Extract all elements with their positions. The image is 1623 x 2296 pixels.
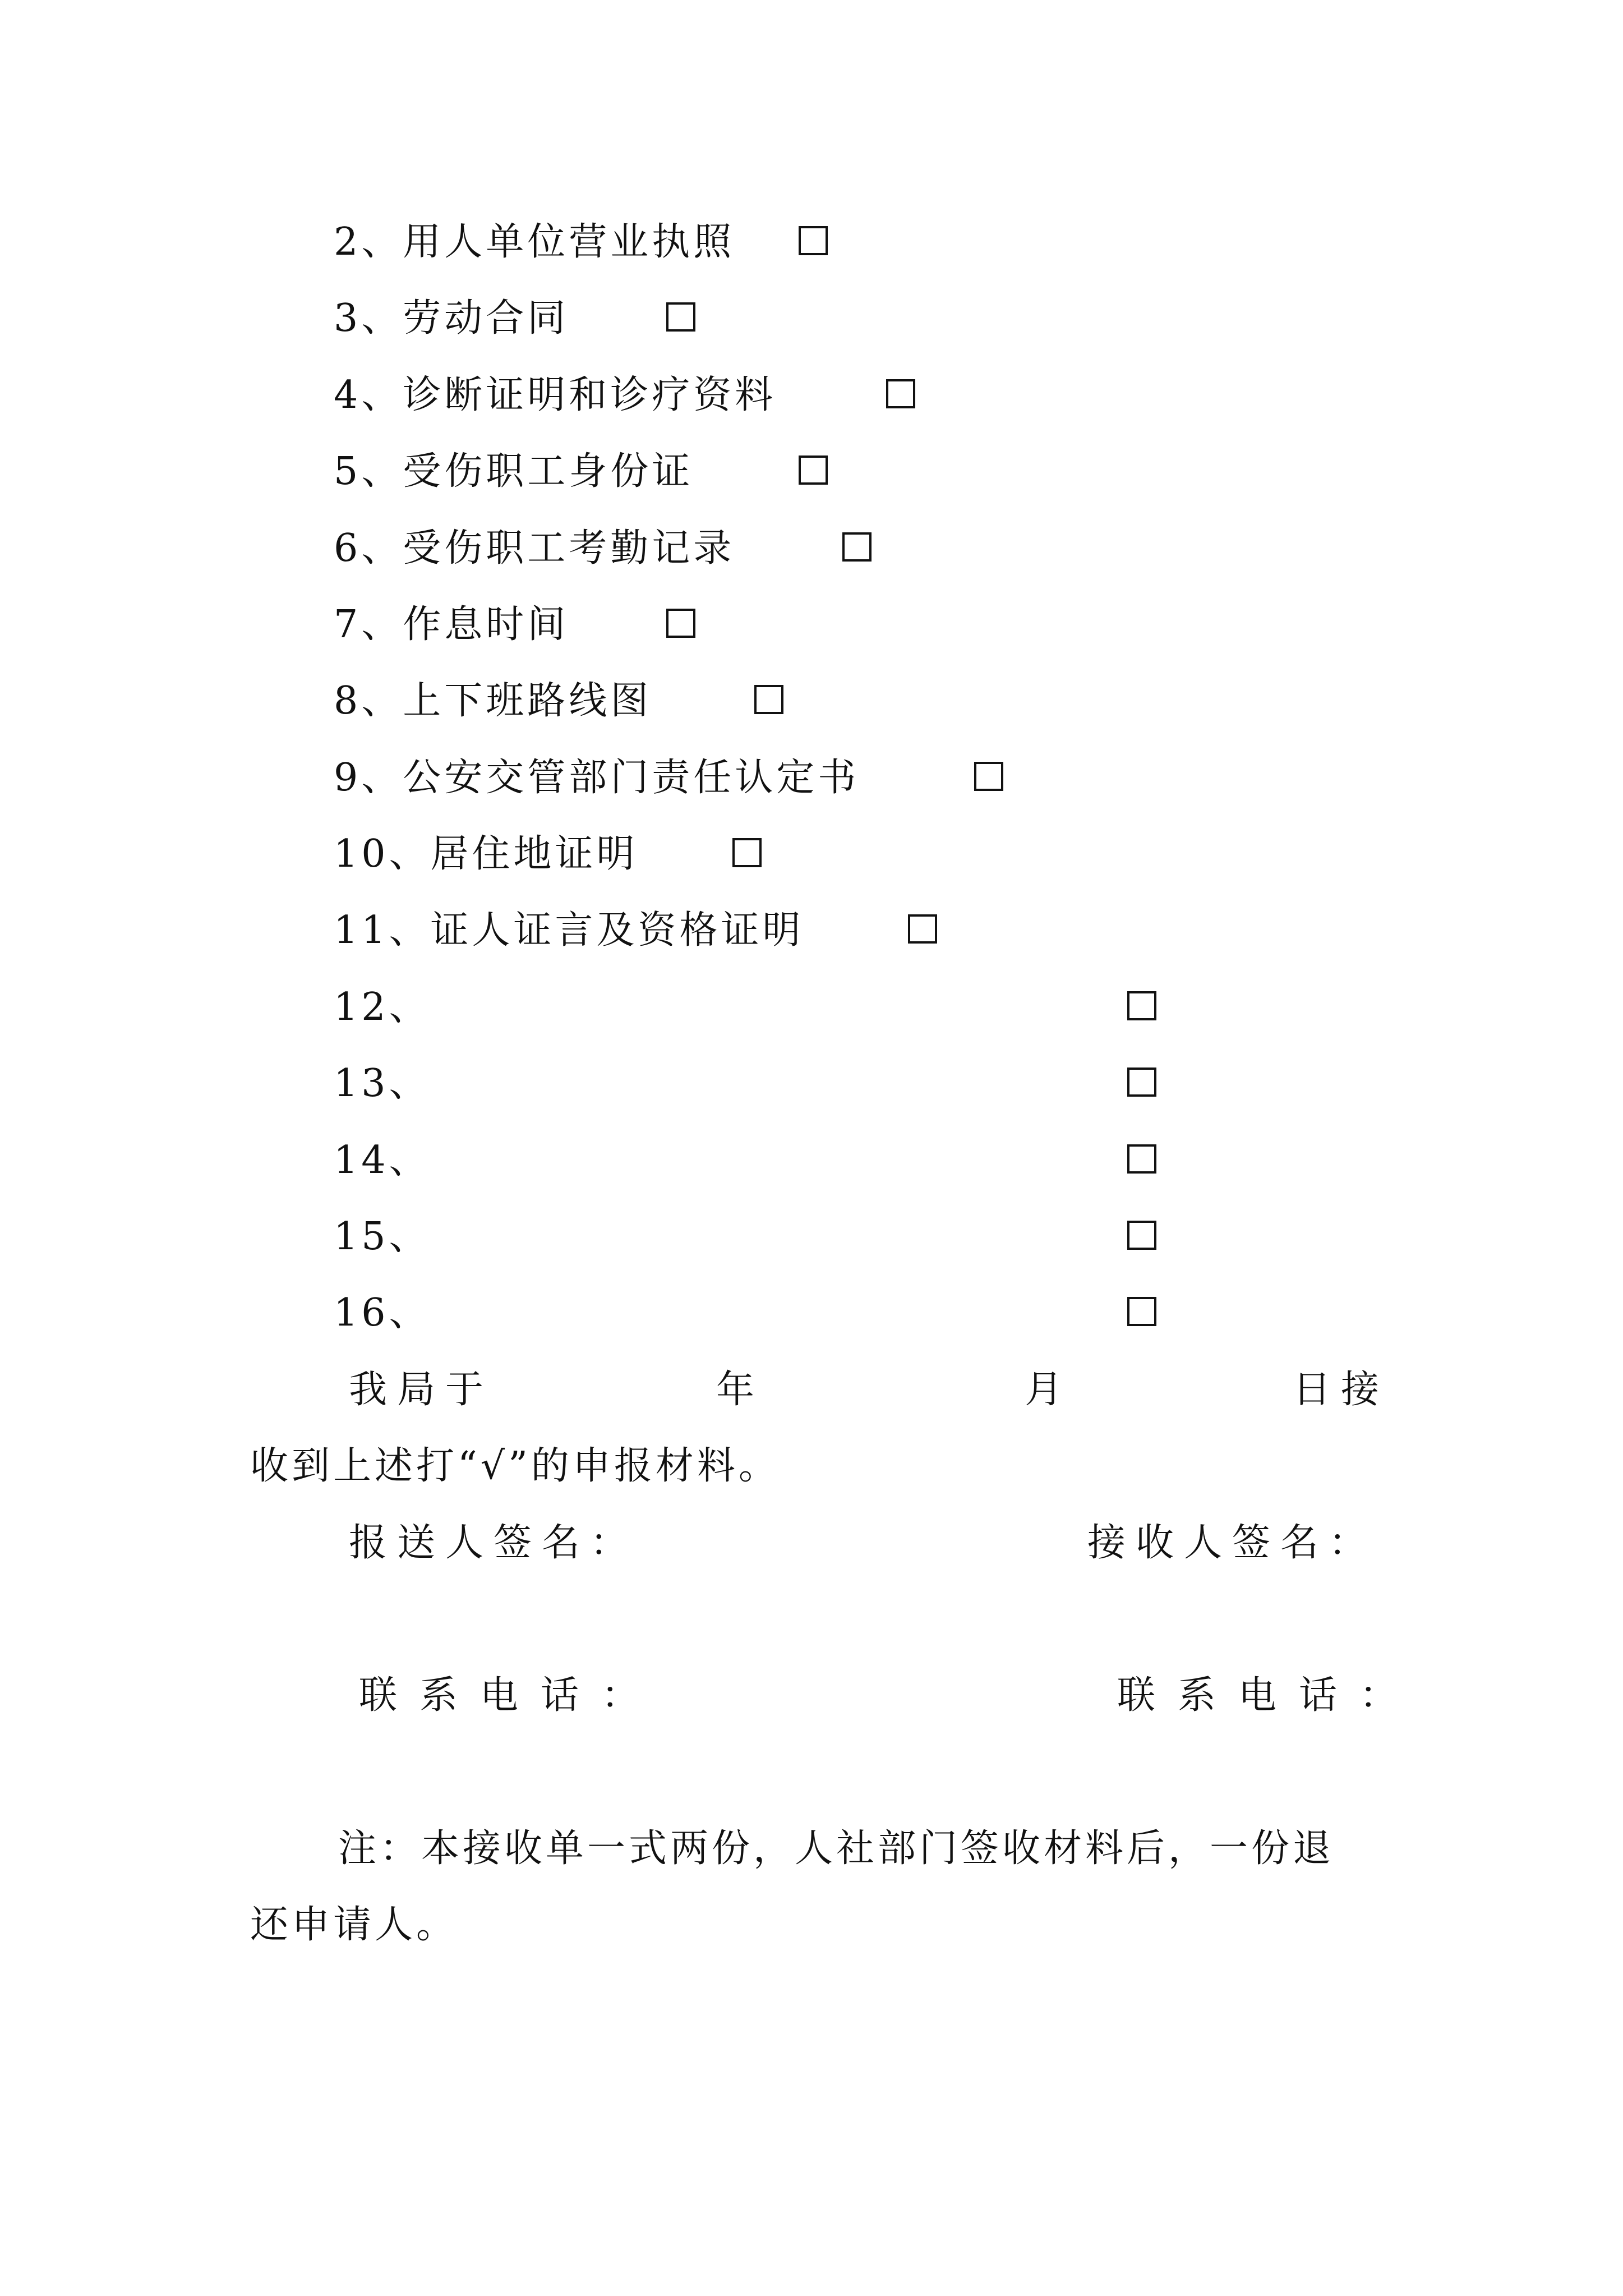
item-checkbox-3[interactable] [666, 302, 695, 332]
receipt-line2: 收到上述打“√”的申报材料。 [250, 1444, 780, 1488]
sender-phone-label: 联系电话： [359, 1673, 662, 1718]
item-checkbox-14[interactable] [1127, 1144, 1156, 1174]
item-checkbox-9[interactable] [974, 762, 1003, 791]
item-checkbox-6[interactable] [842, 532, 872, 562]
item-label-8: 8、上下班路线图 [334, 679, 652, 723]
receiver-phone-label: 联系电话： [1117, 1673, 1421, 1718]
note-line1: 注：本接收单一式两份，人社部门签收材料后，一份退 [338, 1826, 1335, 1871]
item-label-2: 2、用人单位营业执照 [334, 220, 735, 264]
receipt-month: 月 [1025, 1368, 1067, 1412]
item-label-12: 12、 [334, 985, 431, 1029]
item-checkbox-15[interactable] [1127, 1221, 1156, 1250]
sender-signature-label: 报送人签名： [349, 1521, 639, 1565]
item-label-6: 6、受伤职工考勤记录 [334, 526, 735, 570]
item-checkbox-12[interactable] [1127, 991, 1156, 1020]
item-label-5: 5、受伤职工身份证 [334, 449, 694, 494]
item-checkbox-5[interactable] [799, 455, 828, 485]
item-label-13: 13、 [334, 1061, 431, 1106]
item-label-15: 15、 [334, 1214, 431, 1259]
item-checkbox-13[interactable] [1127, 1068, 1156, 1097]
receipt-day: 日接 [1293, 1368, 1390, 1412]
item-label-16: 16、 [334, 1291, 431, 1335]
item-checkbox-2[interactable] [799, 226, 828, 255]
item-label-14: 14、 [334, 1138, 431, 1182]
item-checkbox-8[interactable] [754, 685, 783, 714]
receipt-prefix: 我局于 [349, 1368, 494, 1412]
item-checkbox-7[interactable] [666, 609, 695, 638]
receipt-year: 年 [716, 1368, 758, 1412]
note-line2: 还申请人。 [250, 1903, 458, 1947]
receiver-signature-label: 接收人签名： [1087, 1521, 1377, 1565]
item-label-11: 11、证人证言及资格证明 [334, 908, 804, 953]
item-label-3: 3、劳动合同 [334, 296, 569, 341]
item-label-9: 9、公安交管部门责任认定书 [334, 756, 860, 800]
item-checkbox-10[interactable] [732, 838, 762, 867]
item-label-10: 10、居住地证明 [334, 832, 638, 876]
item-checkbox-11[interactable] [908, 914, 937, 944]
item-label-7: 7、作息时间 [334, 602, 569, 647]
item-checkbox-16[interactable] [1127, 1297, 1156, 1326]
item-label-4: 4、诊断证明和诊疗资料 [334, 373, 777, 417]
item-checkbox-4[interactable] [886, 379, 915, 408]
